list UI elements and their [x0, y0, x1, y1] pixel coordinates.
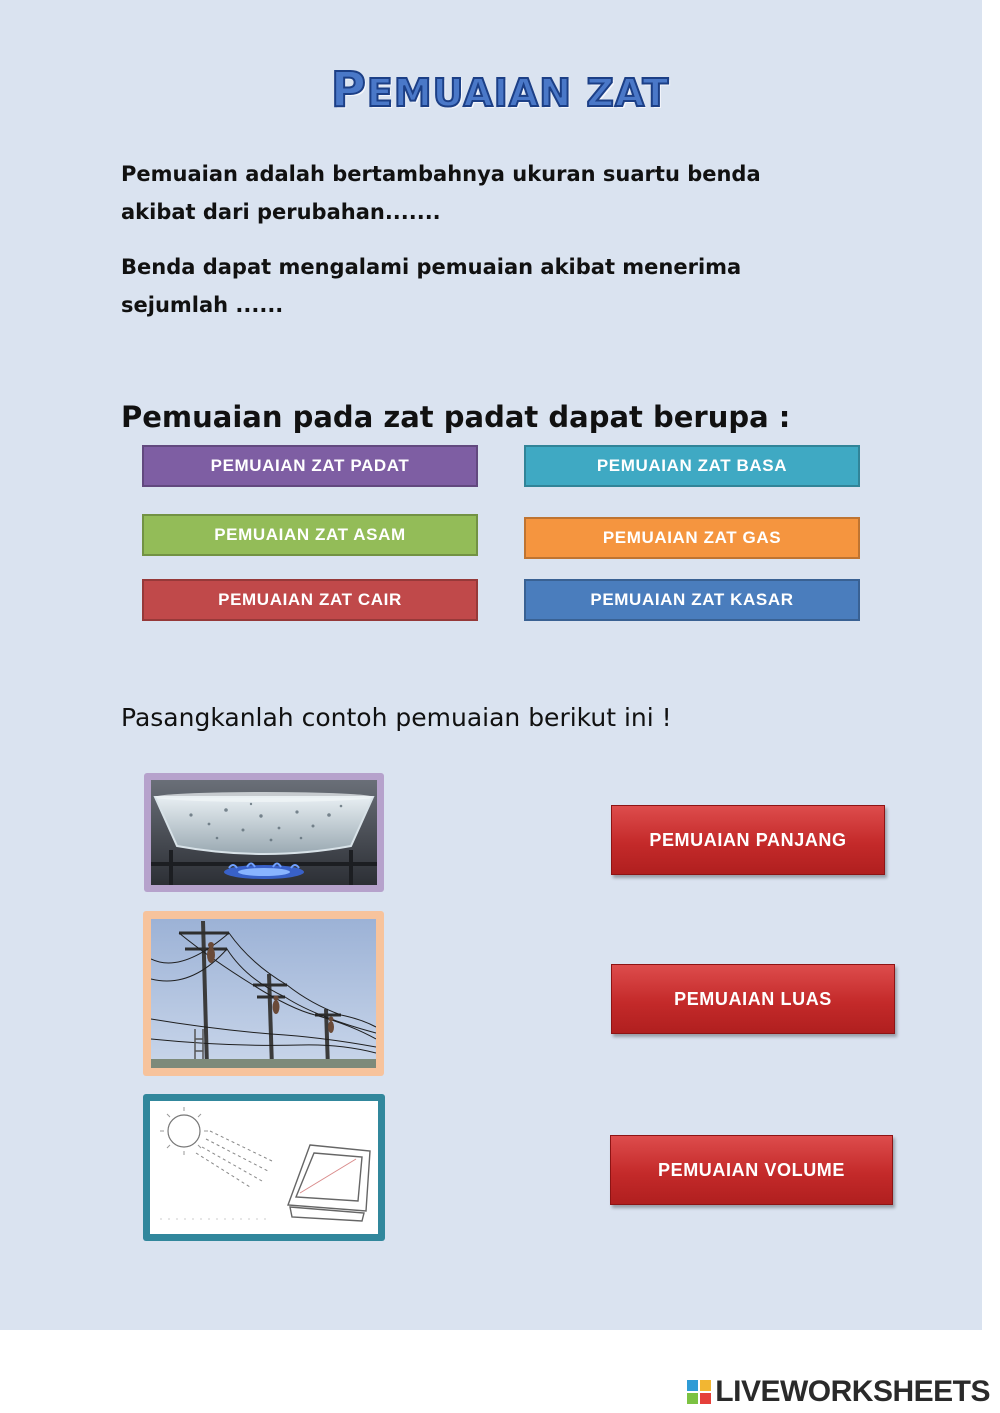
intro-paragraph-2: Benda dapat mengalami pemuaian akibat menerima sejumlah ...... [121, 255, 742, 317]
title-initial: P [330, 62, 367, 118]
image-sun-window[interactable] [143, 1094, 385, 1241]
target-pemuaian-panjang[interactable]: PEMUAIAN PANJANG [611, 805, 885, 875]
brand-text: LIVEWORKSHEETS [715, 1375, 990, 1408]
question-2-heading: Pasangkanlah contoh pemuaian berikut ini ! [121, 703, 672, 732]
option-pemuaian-zat-kasar[interactable]: PEMUAIAN ZAT KASAR [524, 579, 860, 621]
image-power-lines[interactable] [143, 911, 384, 1076]
option-pemuaian-zat-asam[interactable]: PEMUAIAN ZAT ASAM [142, 514, 478, 556]
option-pemuaian-zat-cair[interactable]: PEMUAIAN ZAT CAIR [142, 579, 478, 621]
sun-window-illustration [150, 1101, 378, 1234]
image-boiling-water[interactable] [144, 773, 384, 892]
page-title [0, 62, 1000, 118]
liveworksheets-logo [687, 1374, 990, 1410]
target-pemuaian-volume[interactable]: PEMUAIAN VOLUME [610, 1135, 893, 1205]
question-1-heading: Pemuaian pada zat padat dapat berupa : [121, 400, 791, 434]
liveworksheets-badge-icon [687, 1380, 711, 1404]
option-pemuaian-zat-gas[interactable]: PEMUAIAN ZAT GAS [524, 517, 860, 559]
boiling-water-illustration [151, 780, 377, 885]
intro-paragraph-1: Pemuaian adalah bertambahnya ukuran suartu benda akibat dari perubahan....... [121, 162, 761, 224]
power-lines-illustration [151, 919, 376, 1068]
option-pemuaian-zat-basa[interactable]: PEMUAIAN ZAT BASA [524, 445, 860, 487]
option-pemuaian-zat-padat[interactable]: PEMUAIAN ZAT PADAT [142, 445, 478, 487]
title-rest: EMUAIAN ZAT [366, 71, 670, 115]
target-pemuaian-luas[interactable]: PEMUAIAN LUAS [611, 964, 895, 1034]
